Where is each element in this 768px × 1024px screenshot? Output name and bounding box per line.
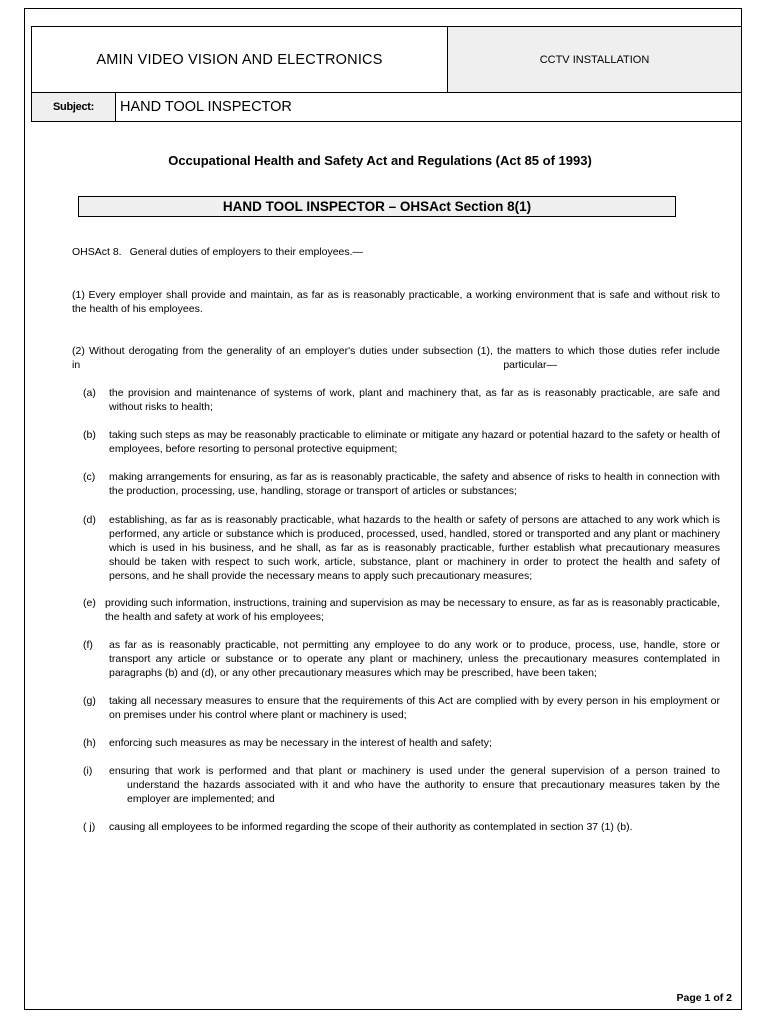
subject-label: Subject: [32, 93, 116, 121]
item-text-first-line: ensuring that work is performed and that plant or machinery is used under the general supervision of a person trained to [109, 765, 720, 777]
item-label: (b) [83, 429, 96, 441]
act-reference: OHSAct 8. [72, 246, 122, 258]
list-item [83, 764, 720, 806]
item-label: (g) [83, 695, 96, 707]
list-item [83, 513, 720, 583]
item-text: as far as is reasonably practicable, not permitting any employee to do any work or to produce, process, use, handle, store or transport any article or substance or to operate any plant or machinery, unless the precautionary measures contemplated in paragraphs (b) and (d), or any other precautionary measures which may be prescribed, have been taken; [109, 639, 720, 679]
item-label: (a) [83, 387, 96, 399]
list-item [83, 386, 720, 414]
page-number: Page 1 of 2 [676, 992, 732, 1004]
item-label: (c) [83, 471, 96, 483]
item-text [109, 764, 720, 806]
item-text: establishing, as far as is reasonably practicable, what hazards to the health or safety of persons are attached to any work which is performed, any article or substance which is produced, processed, used, handled, stored or transported and any plant or machinery which is used in his business, and he shall, as far as is reasonably practicable, further establish what precautionary measures should be taken with respect to such work, article, substance, plant or machinery in order to protect the health and safety of persons, and he shall provide the necessary means to apply such precautionary measures; [109, 514, 720, 582]
list-item [83, 638, 720, 680]
item-label: (f) [83, 639, 93, 651]
intro-line [72, 246, 363, 258]
document-header [31, 26, 742, 122]
paragraph-2 [72, 344, 720, 372]
list-item [83, 736, 720, 750]
item-text: taking such steps as may be reasonably practicable to eliminate or mitigate any hazard or potential hazard to the safety or health of employees, before resorting to personal protective equipment; [109, 429, 720, 455]
company-name: AMIN VIDEO VISION AND ELECTRONICS [32, 27, 448, 93]
item-text: causing all employees to be informed regarding the scope of their authority as contemplated in section 37 (1) (b). [109, 821, 633, 833]
list-item [83, 820, 720, 834]
subject-value: HAND TOOL INSPECTOR [120, 99, 292, 115]
item-text: providing such information, instructions, training and supervision as may be necessary to ensure, as far as is reasonably practicable, the health and safety at work of his employees; [105, 597, 720, 623]
intro-text: General duties of employers to their employees.— [129, 246, 364, 258]
paragraph-1: (1) Every employer shall provide and maintain, as far as is reasonably practicable, a working environment that is safe and without risk to the health of his employees. [72, 289, 720, 315]
item-label: (i) [83, 765, 93, 777]
list-item [83, 694, 720, 722]
department-name: CCTV INSTALLATION [448, 27, 741, 93]
item-label: (e) [83, 597, 96, 609]
item-text-continuation: understand the hazards associated with it and who have the authority to ensure that precautionary measures taken by the employer are implemented; and [127, 779, 720, 805]
section-title: HAND TOOL INSPECTOR – OHSAct Section 8(1) [78, 196, 676, 217]
paragraph-2-text: (2) Without derogating from the generality of an employer's duties under subsection (1), the matters to which those duties refer include [72, 345, 720, 357]
paragraph-2-particular: particular— [503, 359, 557, 371]
item-text: taking all necessary measures to ensure that the requirements of this Act are complied with by every person in his employment or on premises under his control where plant or machinery is used; [109, 695, 720, 721]
list-item [83, 596, 720, 624]
paragraph-2-in: in [72, 359, 81, 371]
item-label: (d) [83, 514, 96, 526]
item-label: (h) [83, 737, 96, 749]
paragraph-2-last-line [72, 358, 557, 372]
item-label: ( j) [83, 821, 96, 833]
act-title: Occupational Health and Safety Act and Regulations (Act 85 of 1993) [168, 153, 592, 168]
item-text: enforcing such measures as may be necessary in the interest of health and safety; [109, 737, 492, 749]
item-text: making arrangements for ensuring, as far as is reasonably practicable, the safety and absence of risks to health in connection with the production, processing, use, handling, storage or transport of articles or substances; [109, 471, 720, 497]
list-item [83, 470, 720, 498]
list-item [83, 428, 720, 456]
item-text: the provision and maintenance of systems of work, plant and machinery that, as far as is reasonably practicable, are safe and without risks to health; [109, 387, 720, 413]
